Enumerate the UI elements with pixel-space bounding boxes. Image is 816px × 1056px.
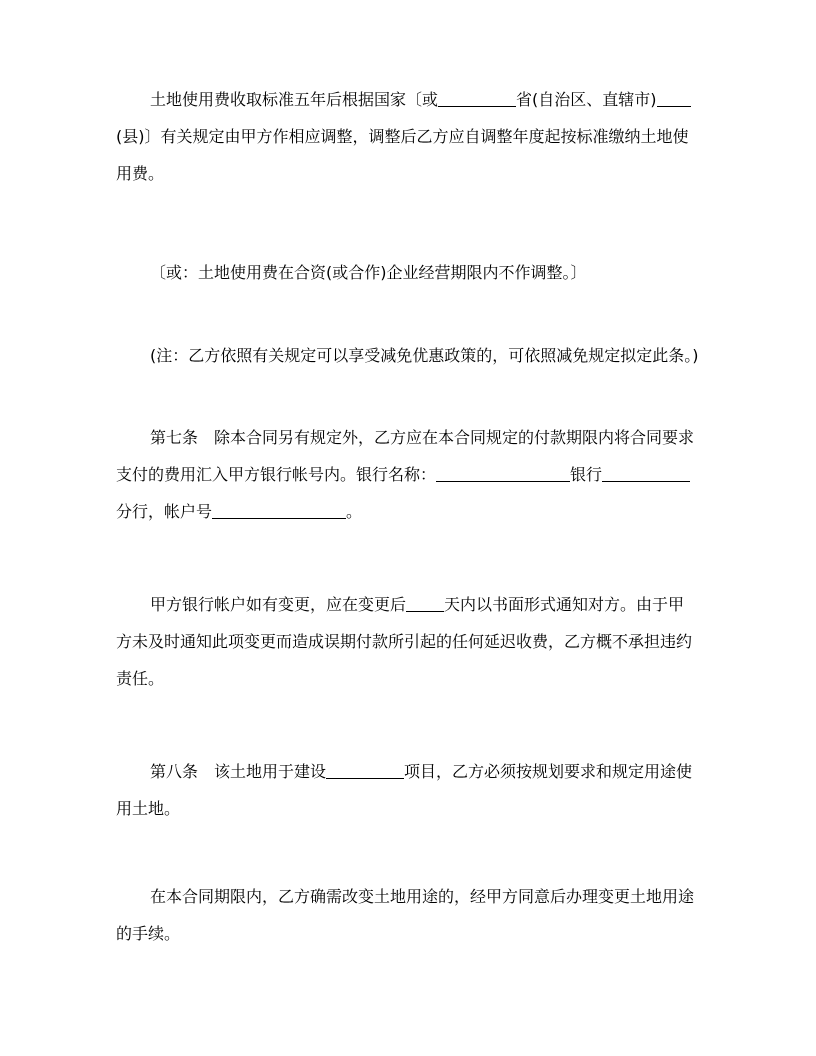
paragraph-text: 天内以书面形式通知对方。由于甲方未及时通知此项变更而造成误期付款所引起的任何延迟收费，乙方概不承担违约责任。	[116, 595, 693, 688]
paragraph-text: 项目，乙方必须按规划要求和规定用途使用土地。	[116, 762, 693, 818]
paragraph-text: 分行，帐户号	[116, 502, 213, 521]
blank-line	[212, 502, 346, 519]
paragraph-bank-change	[116, 586, 700, 697]
paragraph-text: 。	[346, 502, 363, 521]
paragraph-text: 省(自治区、直辖市)	[516, 90, 657, 109]
article-number: 第七条	[150, 428, 199, 447]
paragraph-article-8	[116, 753, 700, 827]
paragraph-text: (注：乙方依照有关规定可以享受减免优惠政策的，可依照减免规定拟定此条。)	[150, 346, 699, 365]
paragraph-text: 除本合同另有规定外，乙方应在本合同规定的付款期限内将合同要求支付的费用汇入甲方银行帐号内。银行名称：	[116, 428, 695, 484]
blank-line	[326, 762, 404, 779]
paragraph-text: 甲方银行帐户如有变更，应在变更后	[150, 595, 407, 614]
paragraph-text: (县)〕有关规定由甲方作相应调整，调整后乙方应自调整年度起按标准缴纳土地使用费。	[116, 127, 689, 183]
paragraph-note-exemption	[116, 337, 700, 374]
blank-line	[438, 90, 516, 107]
article-number: 第八条	[150, 762, 199, 781]
blank-line	[657, 90, 691, 107]
paragraph-no-adjustment-alt	[116, 254, 700, 291]
paragraph-land-fee-adjustment	[116, 81, 700, 192]
blank-line	[436, 465, 570, 482]
paragraph-text: 该土地用于建设	[214, 762, 327, 781]
paragraph-article-7	[116, 419, 700, 530]
paragraph-text: 土地使用费收取标准五年后根据国家〔或	[150, 90, 439, 109]
blank-line	[406, 595, 444, 612]
paragraph-text: 银行	[570, 465, 603, 484]
blank-line	[602, 465, 690, 482]
paragraph-land-use-change	[116, 878, 700, 952]
paragraph-text: 〔或：土地使用费在合资(或合作)企业经营期限内不作调整。〕	[150, 263, 587, 282]
paragraph-text: 在本合同期限内，乙方确需改变土地用途的，经甲方同意后办理变更土地用途的手续。	[116, 887, 695, 943]
